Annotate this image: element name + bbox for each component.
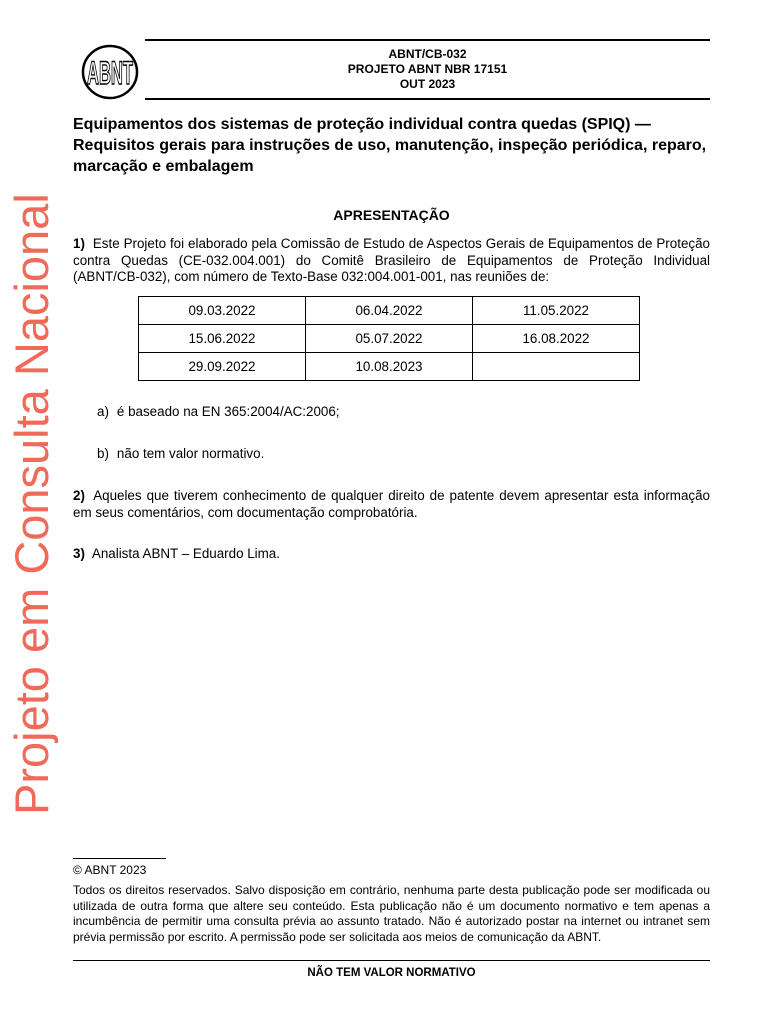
paragraph-text: Analista ABNT – Eduardo Lima.	[91, 546, 280, 561]
paragraph-2	[73, 488, 710, 521]
abnt-logo	[80, 43, 140, 101]
rights-notice: Todos os direitos reservados. Salvo disposição em contrário, nenhuma parte desta publicação pode ser modificada ou utilizada de outra forma que altere seu conteúdo. Esta publicação não é um documento normativo e tem apenas a incumbência de permitir uma consulta prévia ao assunto tratado. Não é autorizado postar na internet ou intranet sem prévia permissão por escrito. A permissão pode ser solicitada aos meios de comunicação da ABNT.	[73, 883, 710, 944]
paragraph-number: 3)	[73, 546, 85, 561]
table-row	[139, 353, 640, 381]
list-text: é baseado na EN 365:2004/AC:2006;	[116, 404, 340, 419]
meeting-dates-table	[138, 296, 640, 381]
project-date: OUT 2023	[399, 77, 456, 91]
paragraph-1	[73, 236, 710, 286]
header-rule-top	[145, 39, 710, 41]
date-cell: 29.09.2022	[139, 353, 306, 381]
date-cell: 11.05.2022	[473, 297, 640, 325]
paragraph-text: Aqueles que tiverem conhecimento de qualquer direito de patente devem apresentar esta informação em seus comentários, com documentação comprobatória.	[73, 488, 710, 520]
project-number: PROJETO ABNT NBR 17151	[347, 62, 508, 76]
paragraph-text: Este Projeto foi elaborado pela Comissão de Estudo de Aspectos Gerais de Equipamentos de Proteção contra Quedas (CE-032.004.001) do Comitê Brasileiro de Equipamentos de Proteção Individual (ABNT/CB-032), com número de Texto-Base 032:004.001-001, nas reuniões de:	[73, 236, 710, 284]
footer-rule	[73, 960, 710, 961]
table-row	[139, 297, 640, 325]
date-cell: 16.08.2022	[473, 325, 640, 353]
logo-text: ABNT	[87, 55, 134, 91]
document-title: Equipamentos dos sistemas de proteção individual contra quedas (SPIQ) — Requisitos gerais para instruções de uso, manutenção, inspeção periódica, reparo, marcação e embalagem	[73, 116, 707, 175]
page-footer: NÃO TEM VALOR NORMATIVO	[307, 967, 476, 979]
date-cell	[473, 353, 640, 381]
list-text: não tem valor normativo.	[116, 446, 265, 461]
consultation-watermark: Projeto em Consulta Nacional	[5, 193, 58, 815]
paragraph-number: 2)	[73, 488, 85, 503]
date-cell: 10.08.2023	[306, 353, 473, 381]
section-heading: APRESENTAÇÃO	[333, 207, 450, 223]
date-cell: 15.06.2022	[139, 325, 306, 353]
committee-code: ABNT/CB-032	[388, 47, 467, 61]
date-cell: 05.07.2022	[306, 325, 473, 353]
header-rule-bottom	[145, 98, 710, 100]
document-header	[145, 47, 710, 92]
list-item	[97, 404, 340, 419]
list-item	[97, 446, 264, 461]
table-row	[139, 325, 640, 353]
date-cell: 06.04.2022	[306, 297, 473, 325]
date-cell: 09.03.2022	[139, 297, 306, 325]
list-label: b)	[97, 446, 109, 461]
footnote-rule	[73, 858, 166, 859]
copyright-notice: © ABNT 2023	[73, 863, 147, 877]
paragraph-3	[73, 546, 710, 563]
list-label: a)	[97, 404, 109, 419]
paragraph-number: 1)	[73, 236, 85, 251]
